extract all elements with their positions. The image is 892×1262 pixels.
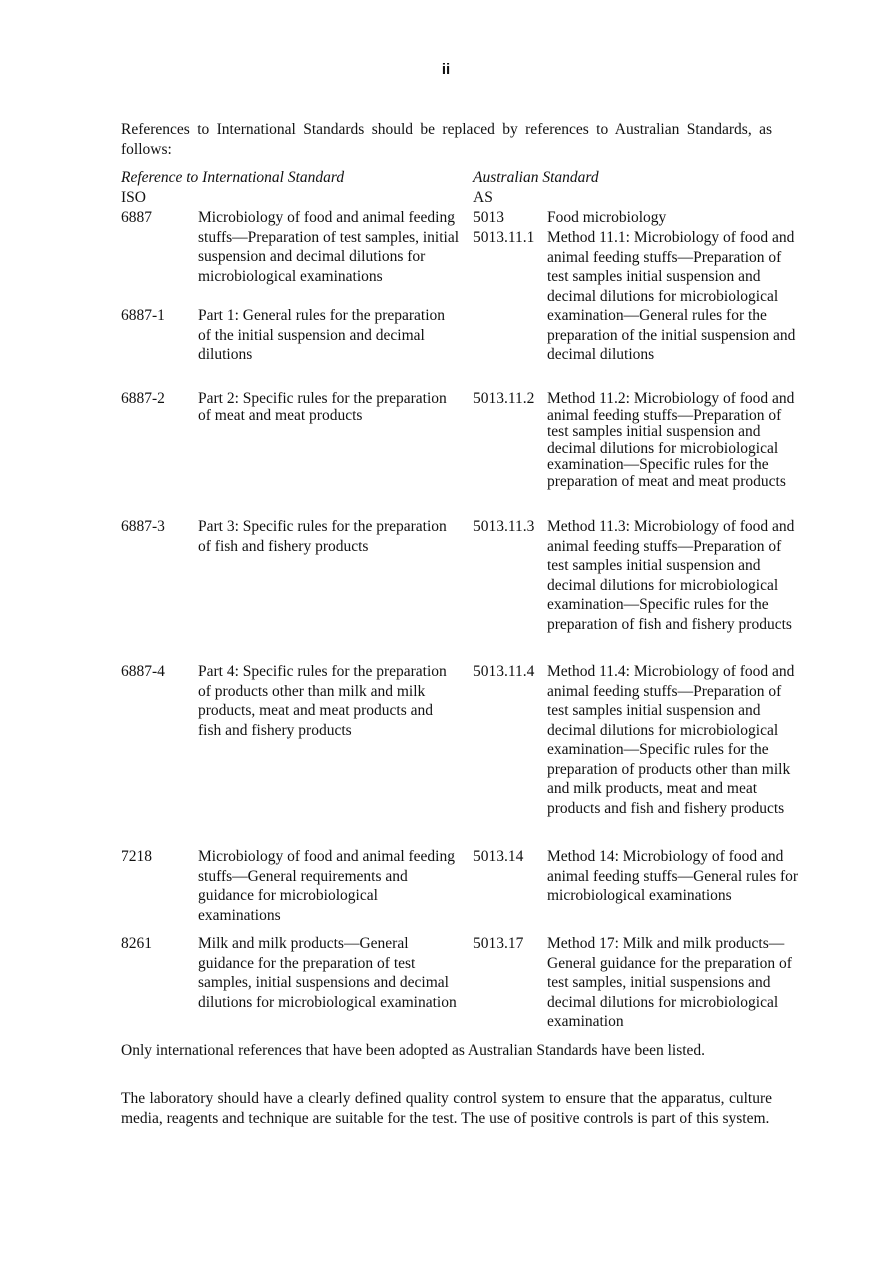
as-code: 5013.11.2	[473, 390, 535, 407]
iso-title: Part 4: Specific rules for the preparation of products other than milk and milk products, meat and meat products and fish and fishery products	[198, 663, 447, 739]
as-title: Method 11.3: Microbiology of food and animal feeding stuffs—Preparation of test samples initial suspension and decimal dilutions for microbiological examination—Specific rules for the preparation of fish and fishery products	[547, 518, 795, 633]
as-code: 5013.17	[473, 935, 524, 952]
as-code: 5013.14	[473, 848, 524, 865]
as-code: 5013.11.1	[473, 229, 535, 246]
iso-title: Microbiology of food and animal feeding stuffs—Preparation of test samples, initial suspension and decimal dilutions for microbiological examinations	[198, 209, 460, 285]
as-code: 5013	[473, 209, 504, 226]
as-title: Method 14: Microbiology of food and animal feeding stuffs—General rules for microbiological examinations	[547, 848, 799, 904]
iso-code: 6887-4	[121, 663, 165, 680]
iso-code: 6887-1	[121, 307, 165, 324]
iso-code: 6887-2	[121, 390, 165, 407]
iso-title: Part 1: General rules for the preparation of the initial suspension and decimal dilutions	[198, 307, 446, 363]
header-australian-standard: Australian Standard	[473, 169, 599, 186]
as-title: Method 11.4: Microbiology of food and animal feeding stuffs—Preparation of test samples initial suspension and decimal dilutions for microbiological examination—Specific rules for the preparation of products other than milk and milk products, meat and meat products and fish and fishery products	[547, 663, 795, 817]
as-title: Food microbiology	[547, 209, 667, 226]
iso-title: Part 2: Specific rules for the preparation of meat and meat products	[198, 390, 447, 424]
as-title: Method 11.1: Microbiology of food and animal feeding stuffs—Preparation of test samples initial suspension and decimal dilutions for microbiological examination—General rules for the preparation of the initial suspension and decimal dilutions	[547, 229, 796, 363]
closing-paragraph: The laboratory should have a clearly defined quality control system to ensure that the apparatus, culture media, reagents and technique are suitable for the test. The use of positive controls is part of this system.	[121, 1090, 772, 1127]
iso-code: 6887-3	[121, 518, 165, 535]
iso-title: Microbiology of food and animal feeding stuffs—General requirements and guidance for microbiological examinations	[198, 848, 455, 924]
intro-paragraph: References to International Standards should be replaced by references to Australian Standards, as follows:	[121, 121, 772, 158]
label-iso: ISO	[121, 189, 146, 206]
header-international-standard: Reference to International Standard	[121, 169, 345, 186]
iso-code: 6887	[121, 209, 152, 226]
as-title: Method 17: Milk and milk products—General guidance for the preparation of test samples, initial suspensions and decimal dilutions for microbiological examination	[547, 935, 792, 1030]
as-code: 5013.11.4	[473, 663, 535, 680]
as-title: Method 11.2: Microbiology of food and animal feeding stuffs—Preparation of test samples initial suspension and decimal dilutions for microbiological examination—Specific rules for the preparation of meat and meat products	[547, 390, 795, 490]
as-code: 5013.11.3	[473, 518, 535, 535]
iso-code: 8261	[121, 935, 152, 952]
iso-title: Milk and milk products—General guidance for the preparation of test samples, initial suspensions and decimal dilutions for microbiological examination	[198, 935, 457, 1011]
note-paragraph: Only international references that have been adopted as Australian Standards have been listed.	[121, 1042, 706, 1059]
page-number: ii	[441, 61, 451, 78]
iso-code: 7218	[121, 848, 152, 865]
label-as: AS	[473, 189, 493, 206]
iso-title: Part 3: Specific rules for the preparation of fish and fishery products	[198, 518, 447, 555]
